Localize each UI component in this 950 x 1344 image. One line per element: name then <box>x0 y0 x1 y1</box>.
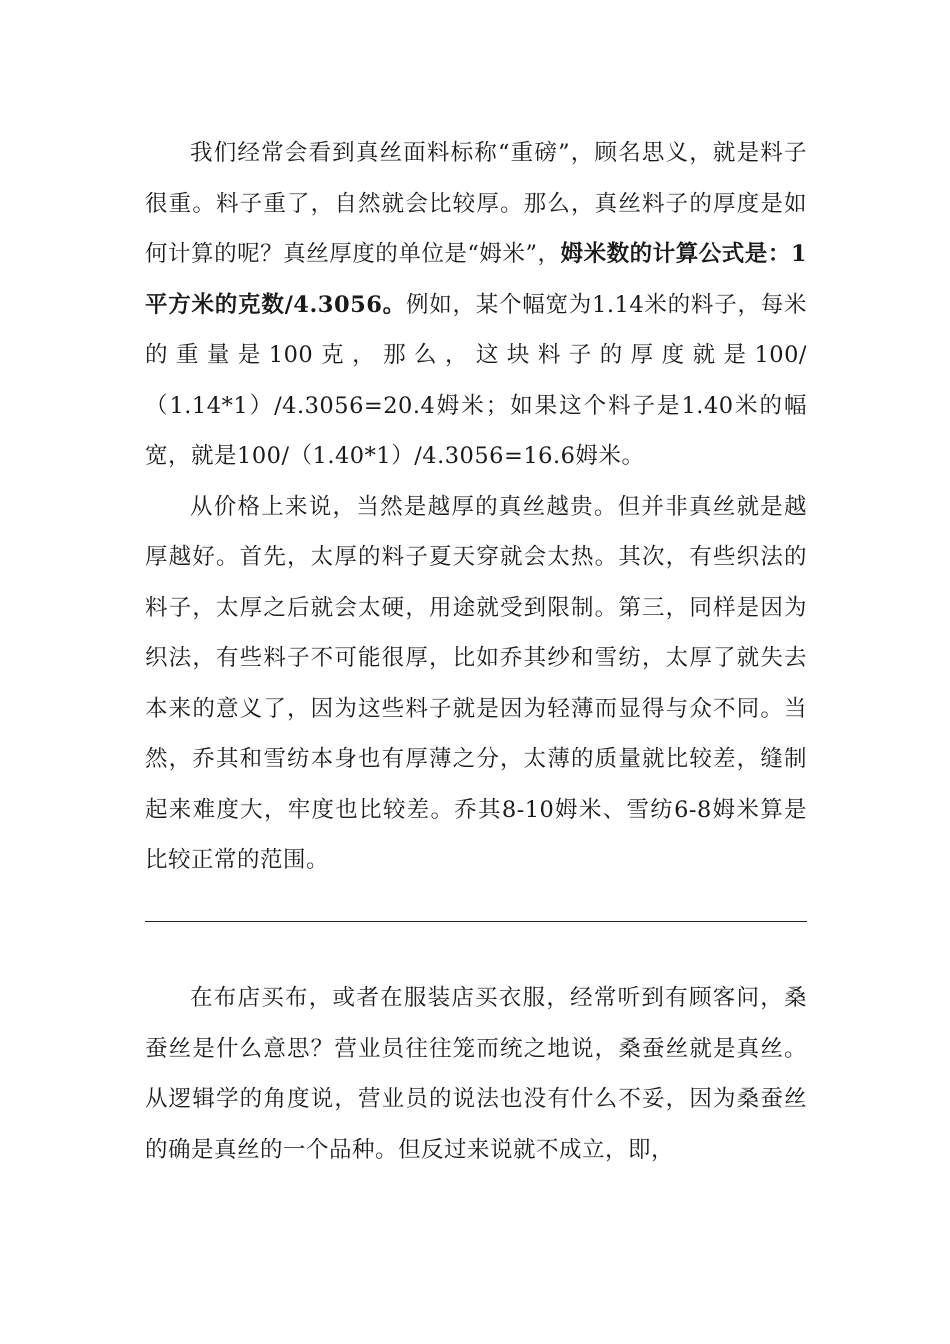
section-divider <box>145 921 807 922</box>
paragraph-thickness-price: 从价格上来说，当然是越厚的真丝越贵。但并非真丝就是越厚越好。首先，太厚的料子夏天穿就会太热。其次，有些织法的料子，太厚之后就会太硬，用途就受到限制。第三，同样是因为织法，有些料子不可能很厚，比如乔其纱和雪纺，太厚了就失去本来的意义了，因为这些料子就是因为轻薄而显得与众不同。当然，乔其和雪纺本身也有厚薄之分，太薄的质量就比较差，缝制起来难度大，牢度也比较差。乔其8-10姆米、雪纺6-8姆米算是比较正常的范围。 <box>145 493 807 873</box>
momme-formula-bold: 姆米数的计算公式是：1平方米的克数/4.3056。 <box>145 241 808 318</box>
paragraph-silk-weight-intro: 我们经常会看到真丝面料标称“重磅”，顾名思义，就是料子很重。料子重了，自然就会比较厚。那么，真丝料子的厚度是如何计算的呢？真丝厚度的单位是“姆米”， <box>145 140 807 267</box>
document-body <box>145 128 807 886</box>
document-section-two <box>145 973 807 1175</box>
paragraph-silk-weight-example: 例如，某个幅宽为1.14米的料子，每米的重量是100克，那么，这块料子的厚度就是100/（1.14*1）/4.3056=20.4姆米；如果这个料子是1.40米的幅宽，就是100/（1.40*1）/4.3056=16.6姆米。 <box>145 291 807 469</box>
paragraph-mulberry-silk: 在布店买布，或者在服装店买衣服，经常听到有顾客问，桑蚕丝是什么意思？营业员往往笼而统之地说，桑蚕丝就是真丝。从逻辑学的角度说，营业员的说法也没有什么不妥，因为桑蚕丝的确是真丝的一个品种。但反过来说就不成立，即， <box>145 985 807 1163</box>
paragraph-silk-weight <box>145 128 807 482</box>
